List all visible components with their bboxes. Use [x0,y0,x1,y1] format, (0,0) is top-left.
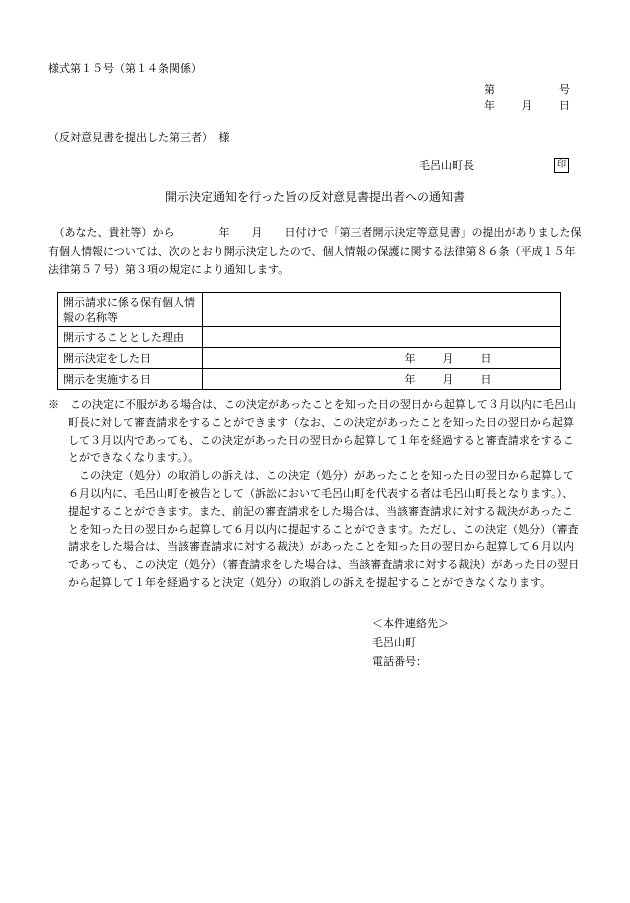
decision-date-month: 月 [442,351,454,365]
issue-date-line [484,96,570,115]
row-label: 開示決定をした日 [58,348,203,369]
contact-phone: 電話番号： [372,655,427,668]
disclosure-info-table [57,292,561,390]
form-number: 様式第１５号（第１４条関係） [48,62,202,75]
contact-org: 毛呂山町 [372,636,416,649]
contact-heading: ＜本件連絡先＞ [372,617,449,630]
decision-date-year: 年 [404,351,416,365]
issuer-name: 毛呂山町長 [419,159,474,172]
table-row [58,293,561,327]
row-value [203,327,561,348]
decision-date-day: 日 [480,351,492,365]
implementation-date-month: 月 [442,372,454,386]
body-text: （あなた、貴社等）から 年 月 日付けで「第三者開示決定等意見書」の提出がありました保有個人情報については、次のとおり開示決定したので、個人情報の保護に関する法律第８６条（平成１５年法律第５７号）第３項の規定により通知します。 [48,226,582,276]
row-label: 開示請求に係る保有個人情報の名称等 [58,293,203,327]
row-value [203,293,561,327]
document-title: 開示決定通知を行った旨の反対意見書提出者への通知書 [164,190,465,204]
note-appeal: ※ この決定に不服がある場合は、この決定があったことを知った日の翌日から起算して３月以内に毛呂山町長に対して審査請求をすることができます（なお、この決定があったことを知った日の翌日から起算して３月以内であっても、この決定があった日の翌日から起算して１年を経過すると審査請求をすることができなくなります。）。 [48,398,576,465]
row-label: 開示することとした理由 [58,327,203,348]
contact-block [372,614,449,671]
table-row [58,369,561,390]
doc-no-prefix: 第 [484,83,495,96]
row-label: 開示を実施する日 [58,369,203,390]
implementation-date-day: 日 [480,372,492,386]
implementation-date-year: 年 [404,372,416,386]
table-row [58,348,561,369]
body-paragraph [48,224,584,280]
doc-no-suffix: 号 [559,83,570,96]
issue-date-day: 日 [559,99,570,112]
note-lawsuit: この決定（処分）の取消しの訴えは、この決定（処分）があったことを知った日の翌日から起算して６月以内に、毛呂山町を被告として（訴訟において毛呂山町を代表する者は毛呂山町長となります。）、提起することができます。また、前記の審査請求をした場合は、当該審査請求に対する裁決があったことを知った日の翌日から起算して６月以内に提起することができます。ただし、この決定（処分）（審査請求をした場合は、当該審査請求に対する裁決）があったことを知った日の翌日から起算して６月以内であっても、この決定（処分）（審査請求をした場合は、当該審査請求に対する裁決）があった日の翌日から起算して１年を経過すると決定（処分）の取消しの訴えを提起することができなくなります。 [68,469,580,589]
issue-date-month: 月 [521,99,533,112]
seal-mark: 印 [554,158,569,173]
notes-section [48,396,582,592]
issue-date-year: 年 [484,99,495,112]
addressee: （反対意見書を提出した第三者） 様 [48,131,230,144]
row-date-value [203,369,561,390]
table-row [58,327,561,348]
row-date-value [203,348,561,369]
